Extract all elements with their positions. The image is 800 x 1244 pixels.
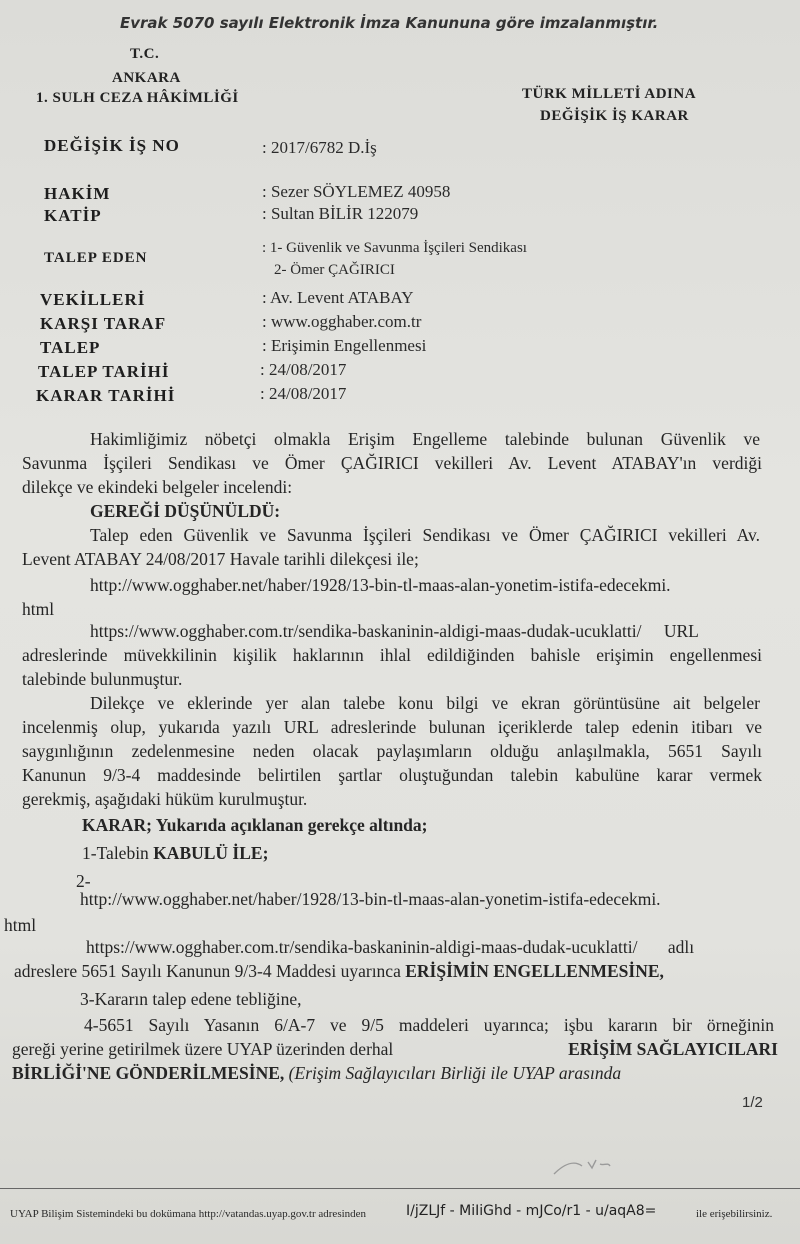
paragraph-4-line-4: Kanunun 9/3-4 maddesinde belirtilen şartlar oluştuğundan talebin kabulüne karar vermek [22, 765, 762, 785]
paragraph-3-line-1: adreslerinde müvekkilinin kişilik haklarının ihlal edildiğinden bahisle erişimin engellenmesi [22, 645, 762, 665]
field-value-requester-2: 2- Ömer ÇAĞIRICI [274, 262, 395, 278]
footer-suffix: ile erişebilirsiniz. [696, 1208, 773, 1220]
court-name: 1. SULH CEZA HÂKİMLİĞİ [36, 90, 239, 106]
footer-text: UYAP Bilişim Sistemindeki bu dokümana http://vatandas.uyap.gov.tr adresinden [10, 1208, 367, 1220]
field-label-decision-date: KARAR TARİHİ [36, 386, 176, 405]
item-2-url-1-line-2: html [4, 915, 37, 935]
field-value-clerk: : Sultan BİLİR 122079 [262, 204, 419, 223]
field-value-decision-date: : 24/08/2017 [260, 384, 347, 403]
uyap-footer [0, 1188, 800, 1244]
paragraph-2-line-2: Levent ATABAY 24/08/2017 Havale tarihli dilekçesi ile; [22, 549, 419, 569]
field-value-request: : Erişimin Engellenmesi [262, 336, 427, 355]
field-label-attorneys: VEKİLLERİ [40, 290, 146, 309]
field-label-request-date: TALEP TARİHİ [38, 362, 170, 381]
url-1-line-2: html [22, 599, 55, 619]
field-label-request: TALEP [40, 338, 101, 357]
paragraph-1-line-2: Savunma İşçileri Sendikası ve Ömer ÇAĞIRICI vekilleri Av. Levent ATABAY'ın verdiği [22, 453, 762, 473]
item-4-line-3-bold: BİRLİĞİ'NE GÖNDERİLMESİNE, [12, 1063, 285, 1083]
city-label: ANKARA [112, 70, 181, 86]
paragraph-4-line-3: saygınlığının zedelenmesine neden olacak paylaşımların olduğu anlaşılmakla, 5651 Sayılı [22, 741, 762, 761]
paragraph-4-line-2: incelenmiş olup, yukarıda yazılı URL adreslerinde bulunan içeriklerde talep edenin itibarı ve [22, 717, 762, 737]
paragraph-1-line-3: dilekçe ve ekindeki belgeler incelendi: [22, 477, 293, 497]
url-2-suffix: URL [663, 621, 699, 641]
item-2-url-2-line [86, 936, 800, 959]
field-value-request-date: : 24/08/2017 [260, 360, 347, 379]
item-1 [82, 842, 800, 865]
item-2-line [14, 960, 754, 983]
nation-line: TÜRK MİLLETİ ADINA [522, 86, 697, 102]
field-label-clerk: KATİP [44, 206, 102, 225]
field-label-judge: HAKİM [44, 184, 111, 203]
url-1-line-1: http://www.ogghaber.net/haber/1928/13-bin-tl-maas-alan-yonetim-istifa-edecekmi. [90, 575, 671, 595]
item-4-line-2-text: gereği yerine getirilmek üzere UYAP üzerinden derhal [12, 1039, 394, 1059]
item-1-prefix: 1-Talebin [82, 843, 154, 863]
item-4-line-3-italic: (Erişim Sağlayıcıları Birliği ile UYAP arasında [284, 1063, 622, 1083]
url-2-line [90, 620, 800, 643]
tc-label: T.C. [130, 46, 160, 62]
paragraph-2-line-1: Talep eden Güvenlik ve Savunma İşçileri Sendikası ve Ömer ÇAĞIRICI vekilleri Av. [90, 525, 760, 545]
item-4-line-2-bold: ERİŞİM SAĞLAYICILARI [568, 1039, 778, 1059]
field-label-counterparty: KARŞI TARAF [40, 314, 167, 333]
field-label-case-no: DEĞİŞİK İŞ NO [44, 136, 180, 155]
field-value-requester: : 1- Güvenlik ve Savunma İşçileri Sendikası [262, 240, 527, 256]
paragraph-4-line-5: gerekmiş, aşağıdaki hüküm kurulmuştur. [22, 789, 308, 809]
item-2-prefix: 2- [76, 871, 91, 891]
field-value-counterparty: : www.ogghaber.com.tr [262, 312, 422, 331]
field-value-judge: : Sezer SÖYLEMEZ 40958 [262, 182, 451, 201]
item-1-bold: KABULÜ İLE; [153, 843, 269, 863]
paragraph-3-line-2: talebinde bulunmuştur. [22, 669, 183, 689]
item-4-line-3 [12, 1062, 778, 1085]
page-number: 1/2 [742, 1094, 763, 1111]
decision-type: DEĞİŞİK İŞ KARAR [540, 108, 689, 124]
gerekce-heading: GEREĞİ DÜŞÜNÜLDÜ: [90, 501, 281, 521]
item-2-line-bold: ERİŞİMİN ENGELLENMESİNE, [405, 961, 664, 981]
item-2-url-2-suffix: adlı [667, 937, 695, 957]
footer-access-code: I/jZLJf - MiIiGhd - mJCo/r1 - u/aqA8= [406, 1203, 657, 1219]
paragraph-1-line-1: Hakimliğimiz nöbetçi olmakla Erişim Engelleme talebinde bulunan Güvenlik ve [90, 429, 760, 449]
karar-heading: KARAR; Yukarıda açıklanan gerekçe altında; [82, 815, 428, 835]
esign-notice: Evrak 5070 sayılı Elektronik İmza Kanununa göre imzalanmıştır. [120, 14, 659, 32]
item-4-line-2 [12, 1038, 778, 1061]
item-2-url-1-line-1: http://www.ogghaber.net/haber/1928/13-bin-tl-maas-alan-yonetim-istifa-edecekmi. [80, 889, 661, 909]
item-4-line-1: 4-5651 Sayılı Yasanın 6/A-7 ve 9/5 maddeleri uyarınca; işbu kararın bir örneğinin [84, 1015, 774, 1035]
item-2-line-text: adreslere 5651 Sayılı Kanunun 9/3-4 Maddesi uyarınca [14, 961, 406, 981]
field-label-requester: TALEP EDEN [44, 250, 148, 266]
url-2-text: https://www.ogghaber.com.tr/sendika-baskaninin-aldigi-maas-dudak-ucuklatti/ [90, 621, 642, 641]
field-value-case-no: : 2017/6782 D.İş [262, 138, 377, 157]
signature-mark [552, 1150, 622, 1180]
paragraph-4-line-1: Dilekçe ve eklerinde yer alan talebe konu bilgi ve ekran görüntüsüne ait belgeler [90, 693, 760, 713]
field-value-attorneys: : Av. Levent ATABAY [262, 288, 414, 307]
item-3: 3-Kararın talep edene tebliğine, [80, 989, 302, 1009]
item-2-url-2: https://www.ogghaber.com.tr/sendika-baskaninin-aldigi-maas-dudak-ucuklatti/ [86, 937, 638, 957]
